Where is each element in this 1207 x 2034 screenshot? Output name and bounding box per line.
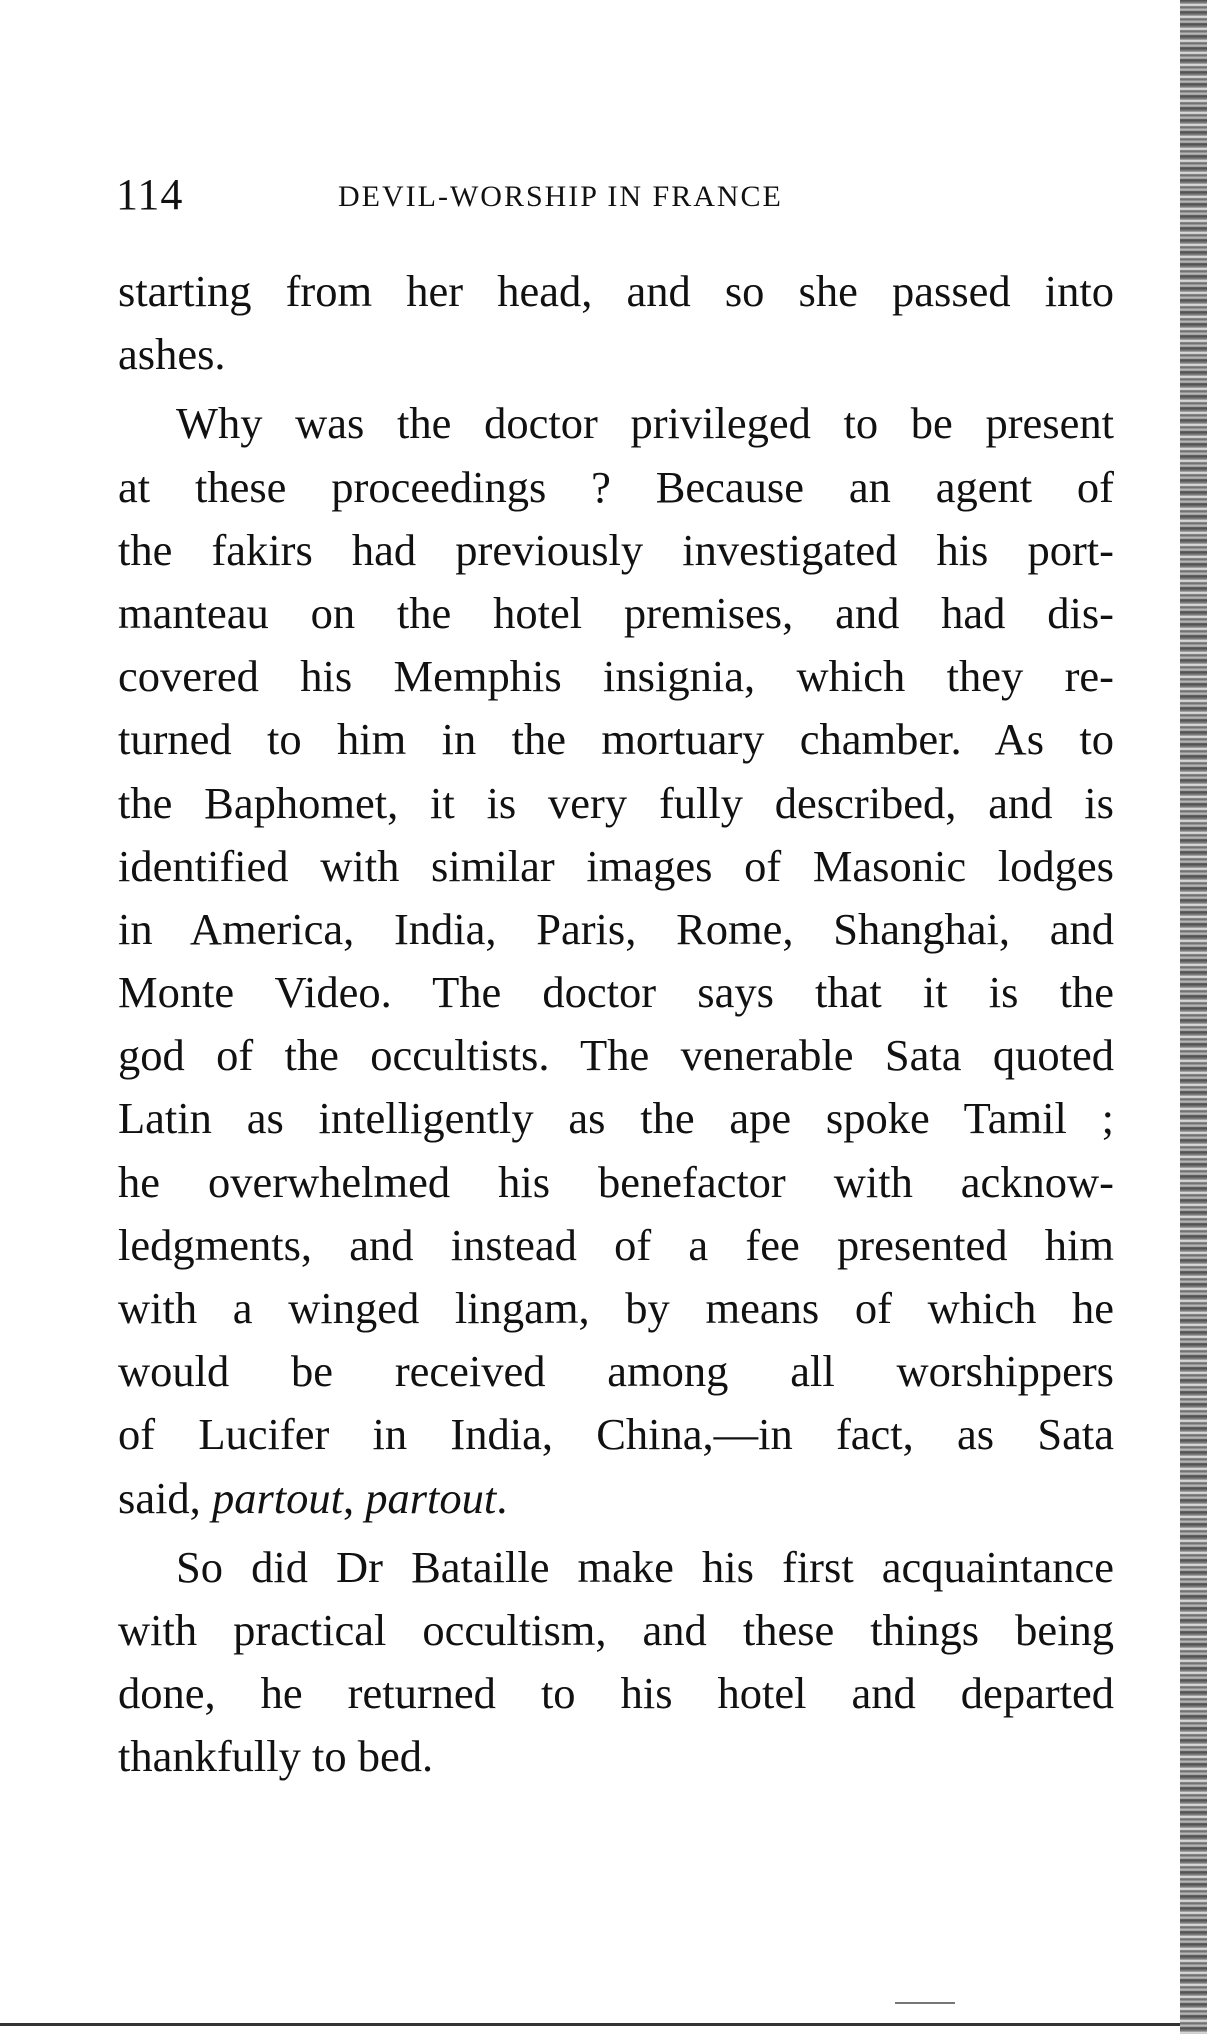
text-line: with a winged lingam, by means of which he	[118, 1283, 1114, 1333]
body-text	[118, 260, 1114, 1789]
italic-partout-1: partout	[211, 1472, 343, 1523]
page-binding-edge	[1180, 0, 1207, 2034]
text-line: identified with similar images of Masonic lodges	[118, 840, 1114, 891]
text-line: god of the occultists. The venerable Sata quoted	[118, 1030, 1114, 1081]
text-line: done, he returned to his hotel and departed	[118, 1668, 1114, 1719]
text-line: Monte Video. The doctor says that it is the	[118, 967, 1114, 1018]
text-line: So did Dr Bataille make his first acquaintance	[176, 1541, 1114, 1592]
bottom-rule	[0, 2023, 1180, 2026]
text-line: the fakirs had previously investigated his port-	[118, 524, 1114, 575]
text-line: Latin as intelligently as the ape spoke Tamil ;	[118, 1093, 1114, 1144]
text-line: Why was the doctor privileged to be present	[176, 398, 1114, 449]
text-line: with practical occultism, and these things being	[118, 1604, 1114, 1655]
text-line: starting from her head, and so she passed into	[118, 266, 1114, 316]
page-header	[116, 165, 1116, 225]
text-line: turned to him in the mortuary chamber. As to	[118, 714, 1114, 765]
text-line: of Lucifer in India, China,—in fact, as Sata	[118, 1409, 1114, 1460]
text-line: at these proceedings ? Because an agent of	[118, 461, 1114, 512]
said-suffix: .	[496, 1472, 508, 1523]
text-line: ashes.	[118, 329, 226, 380]
running-title: DEVIL-WORSHIP IN FRANCE	[338, 180, 783, 213]
text-line: ledgments, and instead of a fee presented him	[118, 1219, 1114, 1270]
decorative-dash	[895, 2002, 955, 2004]
said-prefix: said,	[118, 1472, 212, 1523]
text-line: in America, India, Paris, Rome, Shanghai, and	[118, 903, 1114, 954]
text-line: he overwhelmed his benefactor with acknow-	[118, 1156, 1114, 1207]
page-number: 114	[116, 170, 184, 219]
said-separator: ,	[342, 1472, 366, 1523]
italic-partout-2: partout	[365, 1472, 497, 1523]
text-line: thankfully to bed.	[118, 1731, 434, 1782]
text-line: the Baphomet, it is very fully described, and is	[118, 777, 1114, 828]
text-line: covered his Memphis insignia, which they re-	[118, 651, 1114, 702]
text-line: manteau on the hotel premises, and had dis-	[118, 587, 1114, 638]
text-line-said	[118, 1467, 1114, 1530]
text-line: would be received among all worshippers	[118, 1346, 1114, 1397]
